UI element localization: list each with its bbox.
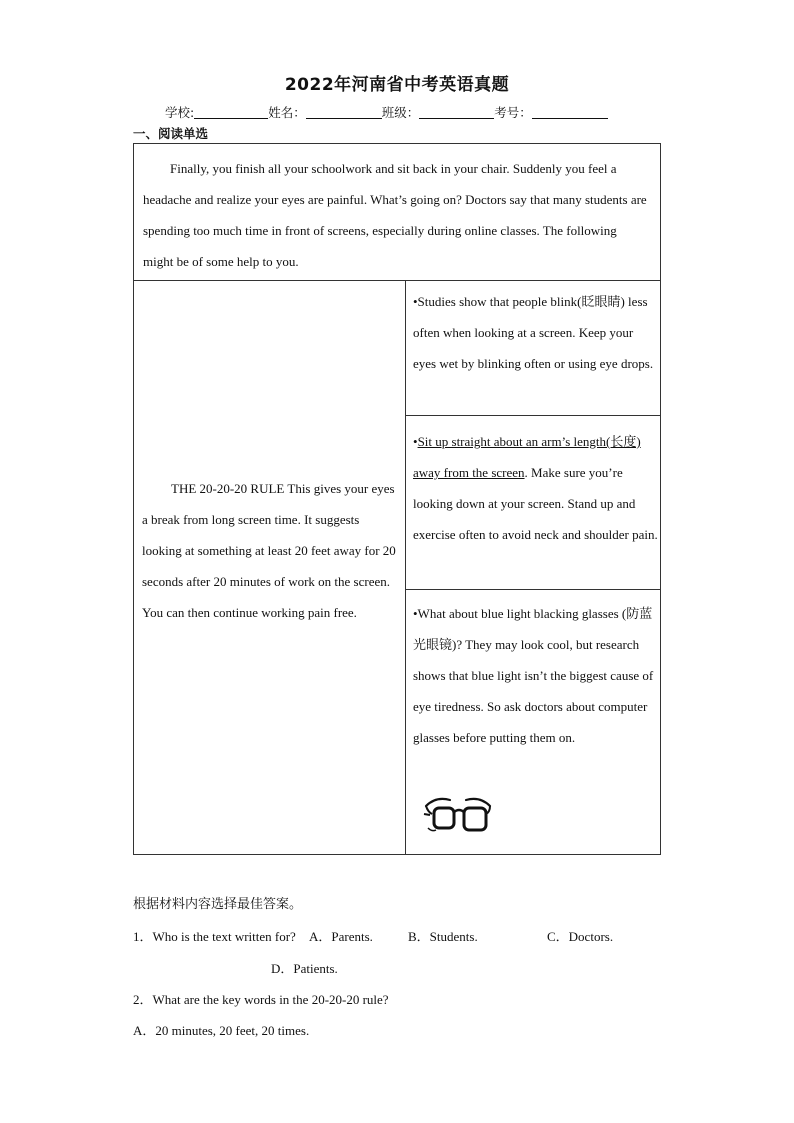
table-divider	[405, 280, 406, 854]
tip-blink: •Studies show that people blink(眨眼睛) less often when looking at a screen. Keep your eyes wet by blinking often or using eye drops.	[413, 294, 654, 371]
tip-bullet: •	[413, 434, 418, 449]
glasses-icon	[422, 794, 496, 838]
rule-20-20-20: THE 20-20-20 RULE This gives your eyes a break from long screen time. It suggests looking at something at least 20 feet away for 20 seconds after 20 minutes of work on the screen. You can then continue working pain free.	[142, 481, 396, 620]
student-info-line	[165, 103, 608, 121]
q1-option-d[interactable]: D．Patients.	[271, 961, 338, 976]
q1-option-a[interactable]: A．Parents.	[309, 929, 373, 944]
q1-stem: 1．Who is the text written for?	[133, 929, 296, 944]
tip-posture-rest: . Make sure you’re looking down at your screen. Stand up and exercise often to avoid neck and shoulder pain.	[413, 465, 658, 542]
name-blank[interactable]	[306, 106, 382, 119]
exam-no-blank[interactable]	[532, 106, 608, 119]
q2-stem: 2．What are the key words in the 20-20-20 rule?	[133, 992, 389, 1007]
name-label: 姓名：	[268, 105, 306, 120]
exam-no-label: 考号：	[494, 105, 532, 120]
class-blank[interactable]	[419, 106, 494, 119]
table-divider	[405, 415, 660, 416]
tip-posture	[413, 426, 658, 550]
passage-table	[133, 143, 661, 855]
school-blank[interactable]	[194, 106, 268, 119]
question-instruction: 根据材料内容选择最佳答案。	[133, 897, 303, 912]
q2-option-a[interactable]: A．20 minutes, 20 feet, 20 times.	[133, 1023, 310, 1038]
class-label: 班级：	[381, 105, 420, 120]
q1-option-c[interactable]: C．Doctors.	[547, 929, 614, 944]
section-title: 一、阅读单选	[133, 126, 209, 141]
table-divider	[134, 280, 660, 281]
page-title: 2022年河南省中考英语真题	[284, 75, 510, 95]
q1-option-b[interactable]: B．Students.	[408, 929, 478, 944]
table-divider	[405, 589, 660, 590]
school-label: 学校:	[165, 105, 195, 120]
passage-intro: Finally, you finish all your schoolwork and sit back in your chair. Suddenly you feel a headache and realize your eyes are painful. What’s going on? Doctors say that many students are spending too much time in front of screens, especially during online classes. The following might be of some help to you.	[143, 161, 647, 269]
underlined-sentence: Sit up straight about an arm’s length(长度) away from the screen	[413, 434, 641, 480]
tip-blue-light: •What about blue light blacking glasses (防蓝光眼镜)? They may look cool, but research shows that blue light isn’t the biggest cause of eye tiredness. So ask doctors about computer glasses before putting them on.	[413, 606, 654, 745]
